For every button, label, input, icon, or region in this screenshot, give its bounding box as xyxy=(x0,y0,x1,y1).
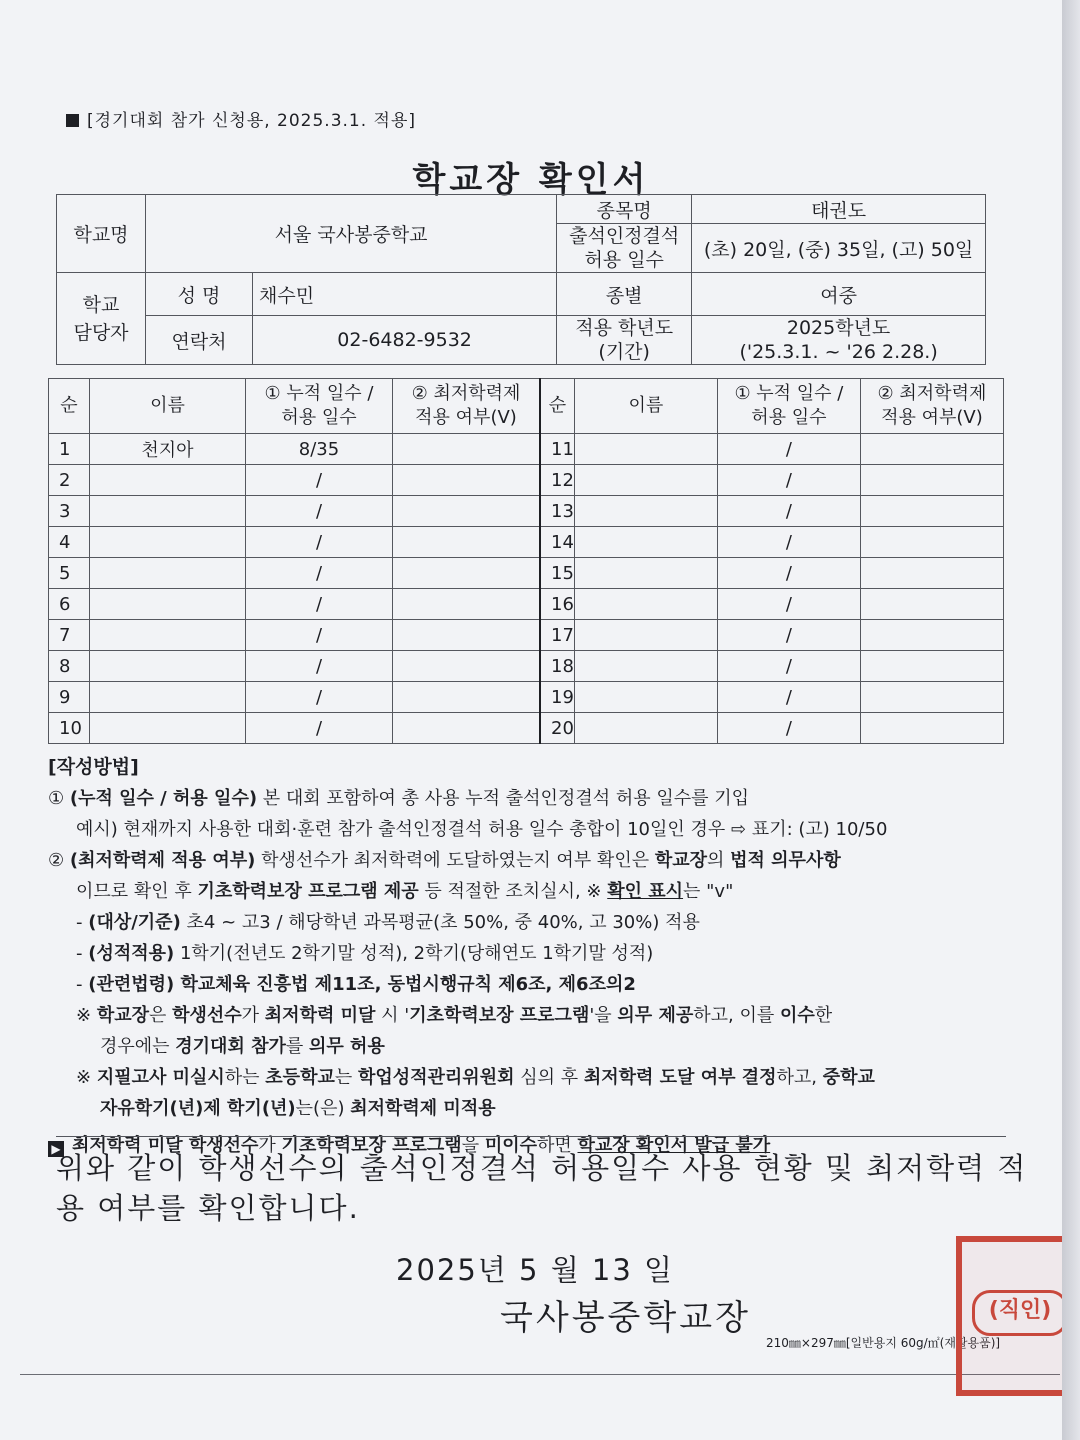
sport-value: 태권도 xyxy=(692,195,986,224)
table-row xyxy=(49,496,1004,527)
instruction-note-2: ※ 지필고사 미실시하는 초등학교는 학업성적관리위원회 심의 후 최저학력 도달 여부 결정하고, 중학교 xyxy=(76,1067,875,1088)
cell-min xyxy=(860,434,1003,465)
student-table xyxy=(48,378,1004,744)
confirmation-text: 위와 같이 학생선수의 출석인정결석 허용일수 사용 현황 및 최저학력 적용 여부를 확인합니다. xyxy=(56,1151,1028,1225)
bottom-divider xyxy=(20,1374,1060,1375)
header-days: ① 누적 일수 / 허용 일수 xyxy=(246,379,393,434)
instruction-2-cont: 이므로 확인 후 기초학력보장 프로그램 제공 등 적절한 조치실시, ※ 확인 표시는 "v" xyxy=(76,881,734,902)
cell-days: / xyxy=(717,558,860,589)
cell-no: 10 xyxy=(49,713,90,744)
paper-spec: 210㎜×297㎜[일반용지 60g/㎡(재활용품)] xyxy=(766,1336,1001,1350)
notice-line: [경기대회 참가 신청용, 2025.3.1. 적용] xyxy=(66,106,416,131)
table-row xyxy=(49,713,1004,744)
table-row xyxy=(49,620,1004,651)
cell-name xyxy=(90,682,246,713)
cell-name xyxy=(90,465,246,496)
cell-no: 11 xyxy=(540,434,574,465)
cell-days: / xyxy=(717,713,860,744)
instructions-heading: [작성방법] xyxy=(48,756,139,778)
cell-name xyxy=(90,620,246,651)
cell-days: / xyxy=(717,465,860,496)
writing-instructions xyxy=(48,752,1038,1161)
instruction-1: ① (누적 일수 / 허용 일수) 본 대회 포함하여 총 사용 누적 출석인정결석 허용 일수를 기입 xyxy=(48,788,749,809)
cell-days: / xyxy=(246,713,393,744)
cell-min xyxy=(860,558,1003,589)
cell-name xyxy=(90,496,246,527)
issue-date: 2025년 5 월 13 일 xyxy=(396,1253,675,1287)
cell-min xyxy=(393,682,541,713)
cell-days: / xyxy=(246,558,393,589)
cell-min xyxy=(393,620,541,651)
cell-min xyxy=(860,527,1003,558)
header-no: 순 xyxy=(49,379,90,434)
table-row xyxy=(49,527,1004,558)
official-seal xyxy=(956,1236,1076,1396)
cell-min xyxy=(393,465,541,496)
header-min: ② 최저학력제 적용 여부(V) xyxy=(393,379,541,434)
cell-name xyxy=(90,651,246,682)
year-value: 2025학년도 ('25.3.1. ~ '26 2.28.) xyxy=(692,316,986,365)
cell-days: / xyxy=(246,682,393,713)
header-min-2: ② 최저학력제 적용 여부(V) xyxy=(860,379,1003,434)
signer-name: 국사봉중학교장 xyxy=(500,1298,751,1338)
cell-min xyxy=(860,620,1003,651)
cell-days: / xyxy=(246,465,393,496)
absence-label: 출석인정결석 허용 일수 xyxy=(557,224,692,273)
school-value: 서울 국사봉중학교 xyxy=(146,195,557,273)
cell-min xyxy=(393,558,541,589)
type-label: 종별 xyxy=(557,273,692,316)
table-row xyxy=(49,682,1004,713)
cell-min xyxy=(860,682,1003,713)
contact-label: 연락처 xyxy=(146,316,253,365)
year-label: 적용 학년도 (기간) xyxy=(557,316,692,365)
type-value: 여중 xyxy=(692,273,986,316)
cell-min xyxy=(393,434,541,465)
instruction-1-example: 예시) 현재까지 사용한 대회·훈련 참가 출석인정결석 허용 일수 총합이 10일인 경우 ⇨ 표기: (고) 10/50 xyxy=(76,819,888,840)
cell-days: / xyxy=(717,434,860,465)
instruction-note-1-cont: 경우에는 경기대회 참가를 의무 허용 xyxy=(100,1036,385,1057)
cell-no: 6 xyxy=(49,589,90,620)
table-row xyxy=(49,558,1004,589)
cell-no: 3 xyxy=(49,496,90,527)
cell-name xyxy=(90,558,246,589)
cell-days: / xyxy=(246,496,393,527)
cell-no: 1 xyxy=(49,434,90,465)
table-row xyxy=(49,651,1004,682)
cell-min xyxy=(860,465,1003,496)
cell-days: / xyxy=(246,620,393,651)
cell-no: 5 xyxy=(49,558,90,589)
instruction-law: - (관련법령) 학교체육 진흥법 제11조, 동법시행규칙 제6조, 제6조의2 xyxy=(76,974,636,995)
manager-label: 학교 담당자 xyxy=(57,273,146,365)
warning-line: ▶ 최저학력 미달 학생선수가 기초학력보장 프로그램을 미이수하면 학교장 확인서 발급 불가 xyxy=(48,1130,1038,1161)
instruction-note-2-cont: 자유학기(년)제 학기(년)는(은) 최저학력제 미적용 xyxy=(100,1098,496,1119)
cell-no: 4 xyxy=(49,527,90,558)
seal-inner-label: (직인) xyxy=(972,1290,1068,1336)
name-label: 성 명 xyxy=(146,273,253,316)
cell-name xyxy=(574,496,717,527)
contact-value: 02-6482-9532 xyxy=(253,316,557,365)
cell-name: 천지아 xyxy=(90,434,246,465)
cell-min xyxy=(393,713,541,744)
cell-days: / xyxy=(717,527,860,558)
cell-days: / xyxy=(717,589,860,620)
cell-no: 19 xyxy=(540,682,574,713)
cell-days: / xyxy=(717,651,860,682)
cell-days: / xyxy=(246,589,393,620)
instruction-target: - (대상/기준) 초4 ~ 고3 / 해당학년 과목평균(초 50%, 중 40%, 고 30%) 적용 xyxy=(76,912,700,933)
instruction-note-1: ※ 학교장은 학생선수가 최저학력 미달 시 '기초학력보장 프로그램'을 의무 제공하고, 이를 이수한 xyxy=(76,1005,833,1026)
cell-min xyxy=(860,713,1003,744)
cell-days: / xyxy=(246,651,393,682)
cell-name xyxy=(574,589,717,620)
cell-name xyxy=(574,465,717,496)
document-title: 학교장 확인서 xyxy=(412,160,650,200)
cell-name xyxy=(574,713,717,744)
cell-name xyxy=(574,651,717,682)
cell-name xyxy=(90,713,246,744)
cell-no: 16 xyxy=(540,589,574,620)
cell-no: 7 xyxy=(49,620,90,651)
cell-days: / xyxy=(246,527,393,558)
table-row xyxy=(49,589,1004,620)
header-no-2: 순 xyxy=(540,379,574,434)
cell-no: 12 xyxy=(540,465,574,496)
name-value: 채수민 xyxy=(253,273,557,316)
cell-no: 14 xyxy=(540,527,574,558)
cell-no: 20 xyxy=(540,713,574,744)
instruction-2: ② (최저학력제 적용 여부) 학생선수가 최저학력에 도달하였는지 여부 확인은 학교장의 법적 의무사항 xyxy=(48,850,841,871)
cell-no: 13 xyxy=(540,496,574,527)
cell-min xyxy=(860,589,1003,620)
cell-min xyxy=(393,651,541,682)
header-name: 이름 xyxy=(90,379,246,434)
table-row xyxy=(49,434,1004,465)
header-days-2: ① 누적 일수 / 허용 일수 xyxy=(717,379,860,434)
table-row xyxy=(49,465,1004,496)
cell-no: 2 xyxy=(49,465,90,496)
sport-label: 종목명 xyxy=(557,195,692,224)
cell-min xyxy=(393,589,541,620)
cell-no: 9 xyxy=(49,682,90,713)
cell-min xyxy=(393,496,541,527)
cell-days: / xyxy=(717,682,860,713)
absence-value: (초) 20일, (중) 35일, (고) 50일 xyxy=(692,224,986,273)
cell-name xyxy=(574,682,717,713)
cell-name xyxy=(90,589,246,620)
cell-min xyxy=(860,651,1003,682)
cell-no: 17 xyxy=(540,620,574,651)
cell-no: 15 xyxy=(540,558,574,589)
cell-min xyxy=(860,496,1003,527)
cell-name xyxy=(574,527,717,558)
cell-name xyxy=(90,527,246,558)
divider xyxy=(56,1136,1006,1137)
cell-name xyxy=(574,434,717,465)
cell-no: 18 xyxy=(540,651,574,682)
cell-days: 8/35 xyxy=(246,434,393,465)
info-table xyxy=(56,194,986,365)
instruction-grades: - (성적적용) 1학기(전년도 2학기말 성적), 2학기(당해연도 1학기말 성적) xyxy=(76,943,654,964)
cell-days: / xyxy=(717,496,860,527)
cell-no: 8 xyxy=(49,651,90,682)
cell-name xyxy=(574,620,717,651)
square-bullet-icon xyxy=(66,114,79,127)
header-name-2: 이름 xyxy=(574,379,717,434)
cell-name xyxy=(574,558,717,589)
page-edge xyxy=(1062,0,1080,1440)
arrow-box-icon: ▶ xyxy=(48,1141,64,1157)
cell-days: / xyxy=(717,620,860,651)
school-label: 학교명 xyxy=(57,195,146,273)
cell-min xyxy=(393,527,541,558)
table-header xyxy=(49,379,1004,434)
